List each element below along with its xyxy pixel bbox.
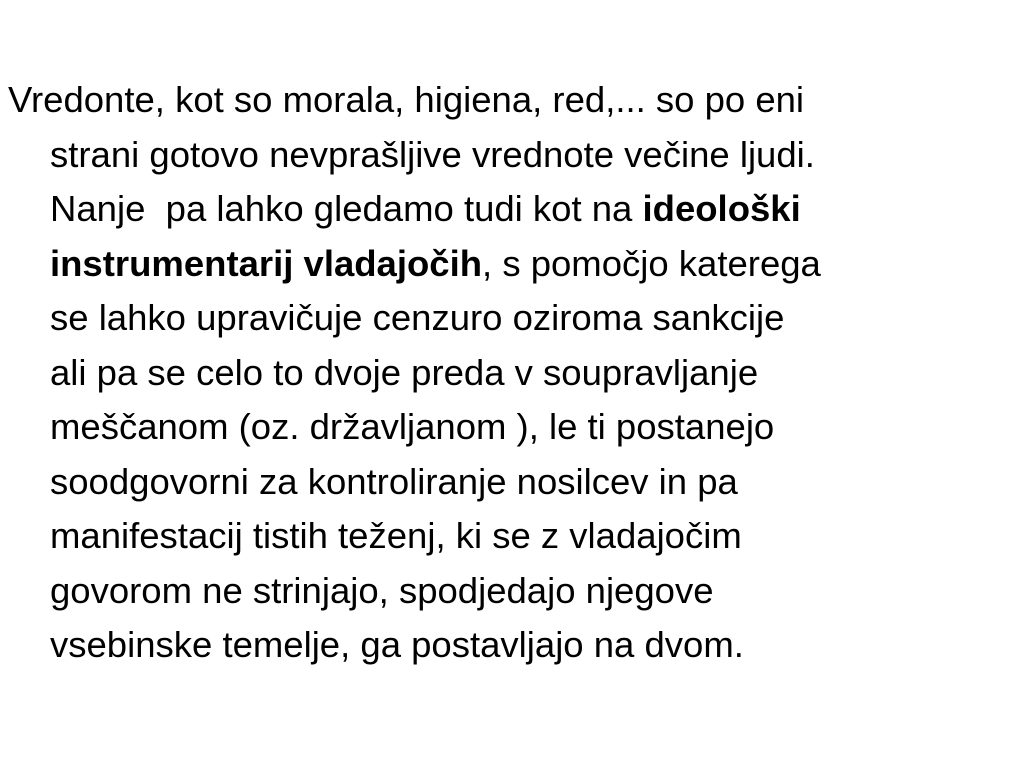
paragraph-line-3-text: Nanje pa lahko gledamo tudi kot na [50,188,643,229]
paragraph-line-5: se lahko upravičuje cenzuro oziroma sankcije [50,297,785,338]
paragraph-line-3 [8,182,1018,237]
paragraph-line-11: vsebinske temelje, ga postavljajo na dvom. [50,624,744,665]
bold-term-ideoloski: ideološki [642,188,801,229]
paragraph-line-4-text: , s pomočjo katerega [482,242,821,284]
paragraph-line-8: soodgovorni za kontroliranje nosilcev in pa [50,460,738,502]
paragraph-line-6: ali pa se celo to dvoje preda v soupravljanje [50,351,759,393]
paragraph-line-10: govorom ne strinjajo, spodjedajo njegove [50,569,714,611]
paragraph-line-9: manifestacij tistih teženj, ki se z vladajočim [50,515,742,556]
paragraph-line-7: meščanom (oz. državljanom ), le ti postanejo [50,406,775,447]
paragraph-line-4 [8,237,1018,292]
slide-paragraph [8,73,1018,673]
paragraph-line-2: strani gotovo nevprašljive vrednote večine ljudi. [50,133,815,175]
bold-term-instrumentarij: instrumentarij vladajočih [50,242,483,284]
paragraph-line-1: Vredonte, kot so morala, higiena, red,... so po eni [8,79,805,120]
